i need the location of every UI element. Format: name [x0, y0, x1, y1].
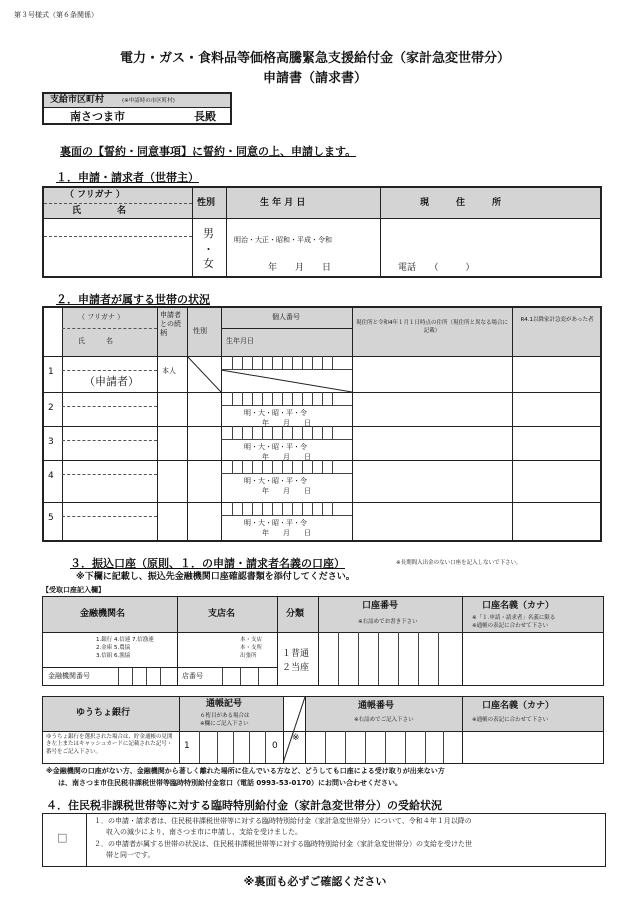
s2-sudden-label: R4.1以降家計急変があった者 — [520, 317, 594, 323]
row-ymd[interactable]: 年 月 日 — [262, 487, 311, 495]
s4-item1a: １．の申請・請求者は、住民税非課税世帯等に対する臨時特別給付金（家計急変世帯分）について、令和４年１月以降の — [94, 817, 472, 825]
mynumber-cells[interactable] — [221, 426, 352, 440]
ordinary-option[interactable]: １普通 — [282, 649, 310, 659]
s2-birth-label: 生年月日 — [226, 337, 254, 345]
s2-mynumber-label: 個人番号 — [272, 313, 300, 321]
row-number: 4 — [48, 471, 54, 481]
row-number: 5 — [48, 513, 54, 523]
yucho-symbol-cells[interactable] — [179, 731, 283, 763]
s4-item1b: 収入の減少により、南さつま市に申請し、支給を受けました。 — [106, 828, 302, 836]
section4-checkbox[interactable]: □ — [57, 831, 68, 844]
account-number-cells[interactable] — [318, 632, 462, 685]
holder-note: ※「１.申請・請求者」名義に限る — [472, 615, 556, 621]
holder-label: 口座名義（カナ） — [482, 601, 555, 611]
row1-diagonal — [187, 356, 352, 392]
municipality-note: (※申請時の市区町村) — [122, 98, 175, 104]
yucho-name: ゆうちょ銀行 — [76, 708, 131, 718]
mynumber-cells[interactable] — [221, 460, 352, 474]
footer-note: ※裏面も必ずご確認ください — [243, 875, 387, 888]
category-label: 分類 — [286, 609, 305, 619]
s4-item2a: ２．の申請者が属する世帯の状況は、住民税非課税世帯等に対する臨時特別給付金（家計急変世帯分）の支給を受けた世 — [94, 840, 472, 848]
s2-address-label: 現住所と令和4年１月１日時点の住所（現住所と異なる場合に記載） — [356, 320, 509, 334]
s1-gender-male[interactable]: 男 — [203, 227, 214, 240]
account-no-note: ※右詰めでお書き下さい — [358, 619, 418, 625]
row-number: 3 — [48, 437, 54, 447]
bank-types3: 3.信組 6.漁協 — [96, 653, 131, 659]
branch-types: 本・支店 — [240, 637, 263, 643]
yucho-symbol-note: ６桁目がある場合は — [200, 713, 250, 719]
form-title: 電力・ガス・食料品等価格高騰緊急支援給付金（家計急変世帯分） — [119, 51, 510, 66]
section4-heading: ４．住民税非課税世帯等に対する臨時特別給付金（家計急変世帯分）の受給状況 — [46, 799, 442, 812]
branch-code-cells[interactable] — [222, 668, 277, 685]
row-eras[interactable]: 明・大・昭・平・令 — [244, 409, 307, 417]
row-eras[interactable]: 明・大・昭・平・令 — [244, 443, 307, 451]
yucho-number-cells[interactable] — [305, 731, 462, 763]
yucho-symbol-label: 通帳記号 — [206, 699, 243, 709]
form-number: 第３号様式（第６条関係） — [14, 11, 98, 19]
row-number: 1 — [48, 367, 54, 377]
section1-heading: １．申請・請求者（世帯主） — [56, 171, 199, 184]
branch-code-label: 店番号 — [182, 672, 203, 680]
s2-name-label: 氏 名 — [78, 337, 113, 345]
s2-furigana-label: （ フリガナ ） — [78, 313, 125, 321]
section3-heading-note: ※長期間入出金のない口座を記入しないで下さい。 — [396, 560, 522, 566]
self-relation: 本人 — [162, 367, 176, 375]
yucho-digit-1: 1 — [184, 741, 190, 751]
form-subtitle: 申請書（請求書） — [262, 71, 367, 86]
s1-birth-label: 生 年 月 日 — [260, 198, 306, 208]
bank-note-1: ※金融機関の口座がない方、金融機関から著しく離れた場所に住んでいる方など、どうしても口座による受け取りが出来ない方 — [46, 767, 445, 775]
holder-note2: ※通帳の表記に合わせて下さい — [472, 623, 549, 629]
s1-gender-dot: ・ — [203, 243, 214, 256]
bank-types: 1.銀行 4.信連 7.信漁連 — [96, 637, 154, 643]
municipality-suffix: 長殿 — [194, 110, 216, 123]
row-ymd[interactable]: 年 月 日 — [262, 529, 311, 537]
yucho-holder-note: ※通帳の表記に合わせて下さい — [472, 717, 549, 723]
yucho-asterisk: ※ — [292, 733, 300, 743]
section3-heading: ３．振込口座（原則、１．の申請・請求者名義の口座） — [70, 557, 345, 570]
yucho-diagonal — [283, 697, 305, 763]
receipt-label: 【受取口座記入欄】 — [42, 586, 105, 594]
branch-types2: 本・支所 — [240, 645, 263, 651]
yucho-desc: ゆうちょ銀行を選択された場合は、貯金通帳の見開き左上またはキャッシュカードに記載された記号・番号をご記入下さい。 — [46, 734, 173, 755]
row-eras[interactable]: 明・大・昭・平・令 — [244, 519, 307, 527]
s4-item2b: 帯と同一です。 — [106, 851, 155, 859]
section3-sub: ※下欄に記載し、振込先金融機関口座確認書類を添付してください。 — [76, 572, 355, 582]
s1-ymd[interactable]: 年 月 日 — [268, 263, 332, 273]
s1-name-label: 氏 名 — [72, 206, 127, 216]
row-ymd[interactable]: 年 月 日 — [262, 419, 311, 427]
s1-phone[interactable]: 電話 （ ） — [398, 263, 475, 273]
municipality-value: 南さつま市 — [70, 110, 125, 123]
s1-address-label: 現 住 所 — [420, 198, 502, 208]
s1-eras[interactable]: 明治・大正・昭和・平成・令和 — [234, 236, 332, 244]
bank-code-cells[interactable] — [118, 668, 176, 685]
mynumber-cells[interactable] — [221, 502, 352, 516]
bank-name-label: 金融機関名 — [80, 609, 126, 619]
yucho-symbol-note2: ※欄にご記入下さい — [200, 721, 249, 727]
row-ymd[interactable]: 年 月 日 — [262, 453, 311, 461]
branch-types3: 出張所 — [240, 653, 257, 659]
applicant-marker: （申請者） — [84, 375, 139, 388]
account-no-label: 口座番号 — [362, 601, 399, 611]
yucho-number-label: 通帳番号 — [358, 701, 395, 711]
yucho-holder-label: 口座名義（カナ） — [482, 701, 555, 711]
bank-code-label: 金融機関番号 — [48, 672, 90, 680]
mynumber-cells[interactable] — [221, 392, 352, 406]
s2-gender-label: 性別 — [193, 327, 207, 335]
municipality-label: 支給市区町村 — [50, 95, 105, 105]
s2-relation-label: 申請者との続柄 — [160, 311, 181, 338]
section2-heading: ２．申請者が属する世帯の状況 — [56, 293, 210, 306]
yucho-digit-0: 0 — [272, 741, 278, 751]
bank-types2: 2.金庫 5.農協 — [96, 645, 131, 651]
row-number: 2 — [48, 403, 54, 413]
bank-note-2: は、南さつま市住民税非課税世帯等臨時特別給付金窓口（電話 0993-53-0170）にお問い合わせください。 — [58, 779, 402, 787]
branch-name-label: 支店名 — [208, 609, 236, 619]
current-option[interactable]: ２当座 — [282, 663, 310, 673]
pledge-text: 裏面の【誓約・同意事項】に誓約・同意の上、申請します。 — [60, 145, 357, 158]
s1-gender-female[interactable]: 女 — [203, 257, 214, 270]
row-eras[interactable]: 明・大・昭・平・令 — [244, 477, 307, 485]
s1-furigana-label: （ フリガナ ） — [65, 190, 125, 200]
yucho-number-note: ※右詰めでご記入下さい — [354, 717, 414, 723]
s1-gender-label: 性別 — [197, 198, 216, 208]
